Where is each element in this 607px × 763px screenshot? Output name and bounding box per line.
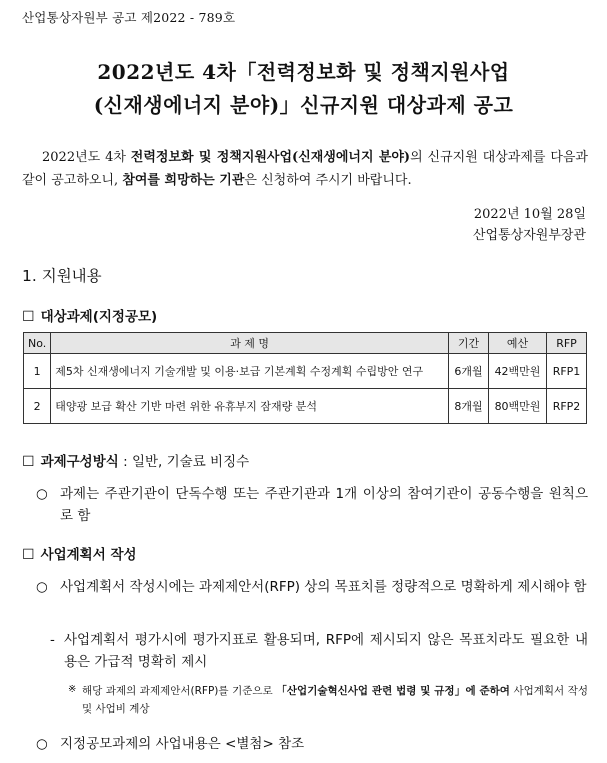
dash-icon: - [50,632,55,648]
note-mark-icon: ※ [68,684,77,695]
note-text-c: 사업계획서 작성 및 사업비 계상 [82,685,588,715]
cell-rfp: RFP2 [547,389,587,424]
subsection-structure-value: : 일반, 기술료 비징수 [118,454,250,470]
subsection-plan [22,543,137,563]
subsection-plan-title: 사업계획서 작성 [40,547,137,563]
notice-date: 2022년 10월 28일 [473,207,586,222]
cell-no: 1 [24,354,51,389]
issuer: 산업통상자원부장관 [472,228,586,243]
bullet-structure-text: 과제는 주관기관이 단독수행 또는 주관기관과 1개 이상의 참여기관이 공동수행을 원칙으로 함 [60,486,588,524]
subsection-tasks [22,305,157,325]
table-row [24,354,587,389]
page-title-line1: 2022년도 4차「전력정보화 및 정책지원사업 [97,60,510,84]
intro-text-e: 은 신청하여 주시기 바랍니다. [244,173,412,188]
header-period: 기간 [449,333,489,354]
bullet-plan-text: 사업계획서 작성시에는 과제제안서(RFP) 상의 목표치를 정량적으로 명확하게 제시해야 함 [60,579,587,595]
header-rfp: RFP [547,333,587,354]
bullet-circle-icon: ○ [36,579,48,595]
cell-name: 제5차 신재생에너지 기술개발 및 이용·보급 기본계획 수정계획 수립방안 연구 [51,354,449,389]
cell-name: 태양광 보급 확산 기반 마련 위한 유휴부지 잠재량 분석 [51,389,449,424]
header-no: No. [24,333,51,354]
subsection-structure-title: 과제구성방식 [40,454,119,470]
bullet-circle-icon: ○ [36,736,48,752]
checkbox-square-icon: ☐ [22,309,35,325]
table-header-row [24,333,587,354]
dash-plan-text: 사업계획서 평가시에 평가지표로 활용되며, RFP에 제시되지 않은 목표치라도 필요한 내용은 가급적 명확히 제시 [64,632,588,670]
tasks-table [23,332,587,424]
cell-no: 2 [24,389,51,424]
section-title: 1. 지원내용 [22,267,102,285]
notice-number: 산업통상자원부 공고 제2022 - 789호 [22,10,236,25]
cell-period: 8개월 [449,389,489,424]
page-title-line2: (신재생에너지 분야)」신규지원 대상과제 공고 [93,93,514,117]
header-budget: 예산 [489,333,547,354]
table-row [24,389,587,424]
note-text [82,682,588,718]
checkbox-square-icon: ☐ [22,547,35,563]
subsection-tasks-title: 대상과제(지정공모) [40,309,158,325]
intro-target: 참여를 희망하는 기관 [122,173,245,188]
header-name: 과 제 명 [51,333,449,354]
date-block [473,204,586,246]
intro-program-name: 전력정보화 및 정책지원사업(신재생에너지 분야) [130,150,411,165]
intro-paragraph [22,146,588,192]
subsection-structure [22,450,249,470]
intro-text-a: 2022년도 4차 [42,150,131,165]
cell-budget: 80백만원 [489,389,547,424]
bullet-attach-text: 지정공모과제의 사업내용은 <별첨> 참조 [60,736,305,752]
note-text-b: 「산업기술혁신사업 관련 법령 및 규정」에 준하여 [276,685,510,697]
bullet-circle-icon: ○ [36,486,48,502]
intro-text-c: 의 신규지원 대상과제를 다음과 같이 공고하오니, [22,150,588,188]
cell-period: 6개월 [449,354,489,389]
cell-rfp: RFP1 [547,354,587,389]
cell-budget: 42백만원 [489,354,547,389]
note-text-a: 해당 과제의 과제제안서(RFP)를 기준으로 [82,685,277,697]
checkbox-square-icon: ☐ [22,454,35,470]
